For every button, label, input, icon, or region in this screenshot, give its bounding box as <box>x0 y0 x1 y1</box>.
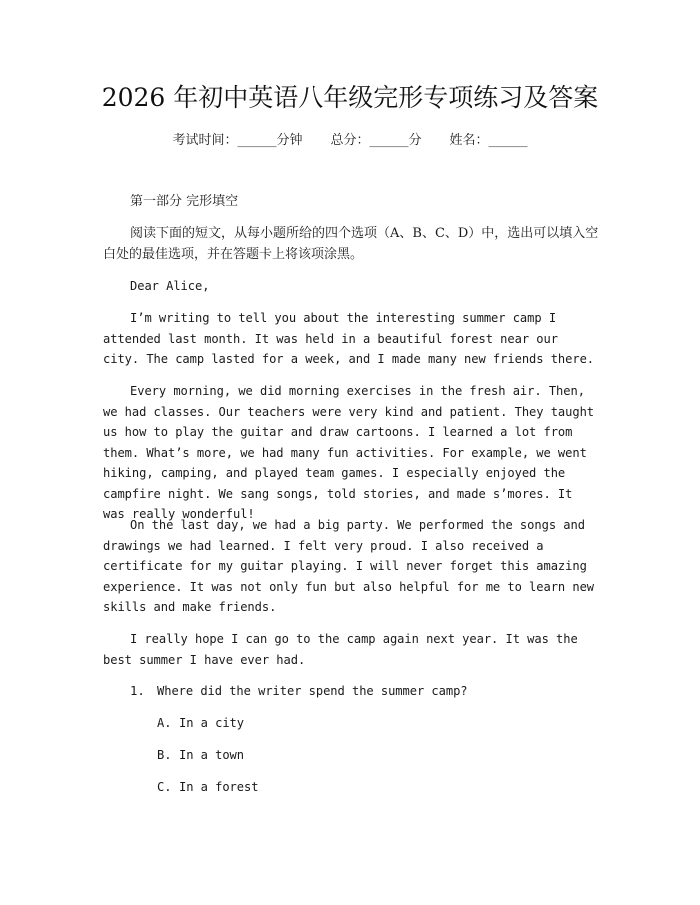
letter-paragraph-4: I really hope I can go to the camp again next year. It was the best summer I have ever had. <box>103 632 578 667</box>
option-c-label: C. <box>157 780 172 794</box>
score-label: 总分： <box>330 133 370 148</box>
option-b-label: B. <box>157 748 172 762</box>
option-a-label: A. <box>157 716 172 730</box>
option-b-text: In a town <box>179 748 244 762</box>
letter-greeting: Dear Alice, <box>130 279 210 293</box>
letter-paragraph-1: I’m writing to tell you about the interesting summer camp I attended last month. It was held in a beautiful forest near our city. The camp lasted for a week, and I made many new friends there. <box>103 311 595 366</box>
time-label: 考试时间： <box>172 133 238 148</box>
document-title: 2026 年初中英语八年级完形专项练习及答案 <box>101 83 599 112</box>
option-a-text: In a city <box>179 716 244 730</box>
section-heading: 第一部分 完形填空 <box>130 194 239 209</box>
score-blank: ______ <box>369 133 409 148</box>
name-label: 姓名： <box>449 133 489 148</box>
option-b <box>157 745 244 765</box>
question-number: 1. <box>130 684 145 698</box>
option-c-text: In a forest <box>179 780 259 794</box>
time-blank: ______ <box>237 133 277 148</box>
letter-paragraph-3: On the last day, we had a big party. We performed the songs and drawings we had learned. I felt very proud. I also received a certificate for my guitar playing. I will never forget this amazing experience. It was not only fun but also helpful for me to learn new skills and make friends. <box>103 518 595 614</box>
option-c <box>157 777 258 797</box>
letter-paragraph-2: Every morning, we did morning exercises in the fresh air. Then, we had classes. Our teachers were very kind and patient. They taught us how to play the guitar and draw cartoons. I learned a lot from them. What’s more, we had many fun activities. For example, we went hiking, camping, and played team games. I especially enjoyed the campfire night. We sang songs, told stories, and made s’mores. It was really wonderful! <box>103 384 595 521</box>
exam-info-row <box>0 131 700 151</box>
time-unit: 分钟 <box>276 133 303 148</box>
instructions: 阅读下面的短文，从每小题所给的四个选项（A、B、C、D）中，选出可以填入空白处的最佳选项，并在答题卡上将该项涂黑。 <box>103 226 599 262</box>
question-text: Where did the writer spend the summer camp? <box>157 684 468 698</box>
score-unit: 分 <box>408 133 422 148</box>
name-blank: ______ <box>488 133 528 148</box>
option-a <box>157 713 244 733</box>
